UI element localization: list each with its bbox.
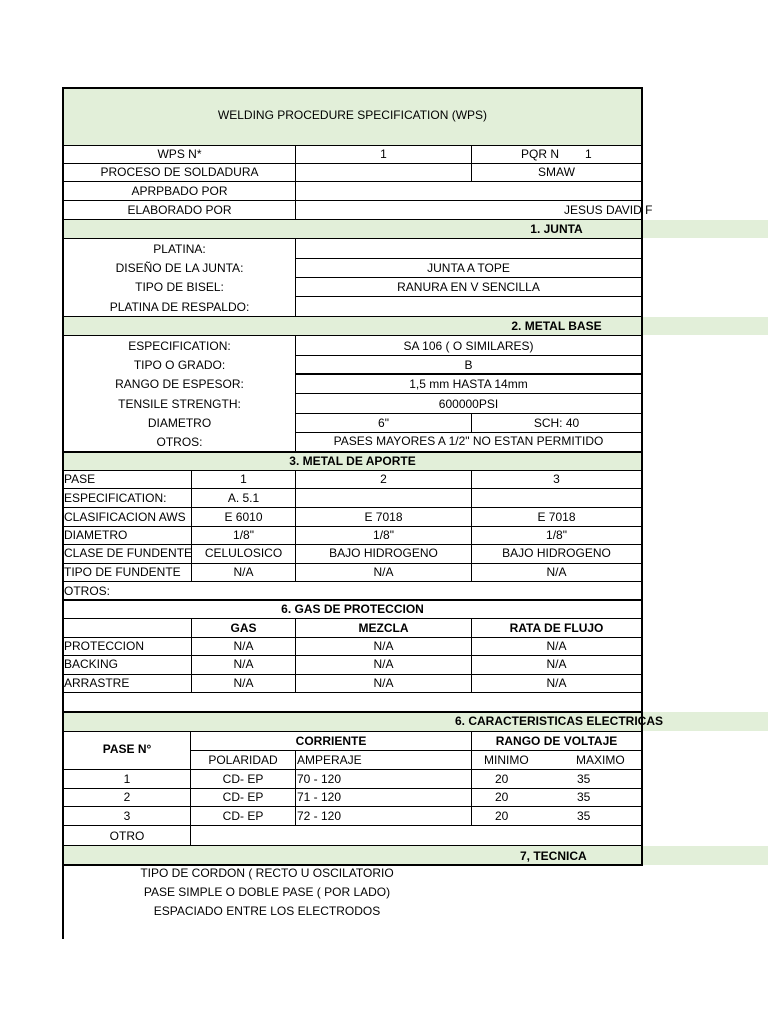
junta-row-label: DISEÑO DE LA JUNTA: — [115, 261, 244, 275]
tecnica-heading: 7, TECNICA — [520, 849, 587, 863]
gas-row-label: BACKING — [64, 657, 119, 671]
gas-cell: N/A — [373, 676, 394, 690]
gas-cell: N/A — [373, 639, 394, 653]
tecnica-band — [64, 846, 768, 865]
amperaje-header: AMPERAJE — [297, 753, 362, 767]
elec-minimo: 20 — [495, 809, 509, 823]
grid-line — [63, 507, 643, 508]
junta-row-value: JUNTA A TOPE — [427, 261, 510, 275]
grid-line — [63, 526, 643, 527]
gas-cell: N/A — [233, 657, 254, 671]
aporte-cell: 3 — [553, 472, 560, 486]
especification-value: SA 106 ( O SIMILARES) — [403, 339, 534, 353]
grid-line — [295, 277, 642, 278]
grid-line — [63, 163, 643, 164]
tipo-grado-value: B — [464, 358, 473, 372]
rango-label: RANGO DE ESPESOR: — [115, 377, 244, 391]
metal-base-heading: 2. METAL BASE — [511, 319, 602, 333]
grid-line — [63, 181, 643, 182]
elec-maximo: 35 — [577, 809, 591, 823]
grid-line — [63, 488, 643, 489]
elec-polaridad: CD- EP — [222, 809, 264, 823]
elaborado-label: ELABORADO POR — [127, 203, 232, 217]
elec-maximo: 35 — [577, 790, 591, 804]
rata-col-header: RATA DE FLUJO — [509, 621, 604, 635]
grid-line — [63, 655, 643, 656]
rango-value: 1,5 mm HASTA 14mm — [409, 377, 528, 391]
otros-label: OTROS: — [156, 435, 203, 449]
junta-row-value: RANURA EN V SENCILLA — [397, 280, 540, 294]
grid-line — [295, 296, 642, 297]
sch-value: SCH: 40 — [533, 416, 580, 430]
elec-amperaje: 71 - 120 — [297, 790, 342, 804]
gas-row-label: ARRASTRE — [64, 676, 130, 690]
voltaje-header: RANGO DE VOLTAJE — [495, 734, 618, 748]
junta-row-label: TIPO DE BISEL: — [135, 280, 224, 294]
aporte-row-label: ESPECIFICATION: — [64, 491, 167, 505]
grid-line — [63, 238, 643, 239]
elaborado-value: JESUS DAVID F — [564, 203, 653, 217]
col-divider — [295, 238, 296, 316]
col-divider — [295, 335, 296, 451]
aprobado-label: APRPBADO POR — [131, 184, 228, 198]
col-divider — [190, 731, 191, 845]
otros-value: PASES MAYORES A 1/2" NO ESTAN PERMITIDO — [333, 434, 604, 448]
proceso-value: SMAW — [538, 165, 575, 179]
polaridad-header: POLARIDAD — [208, 753, 278, 767]
col-divider — [471, 470, 472, 581]
mezcla-col-header: MEZCLA — [358, 621, 409, 635]
elec-minimo: 20 — [495, 772, 509, 786]
elec-amperaje: 72 - 120 — [297, 809, 342, 823]
aporte-cell: N/A — [373, 565, 394, 579]
grid-line — [63, 788, 643, 789]
elec-polaridad: CD- EP — [222, 772, 264, 786]
document-title: WELDING PROCEDURE SPECIFICATION (WPS) — [217, 108, 488, 122]
tecnica-line: TIPO DE CORDON ( RECTO U OSCILATORIO — [140, 866, 394, 880]
grid-line — [63, 618, 643, 619]
pqr-value: 1 — [585, 147, 592, 161]
junta-row-label: PLATINA: — [153, 242, 206, 256]
col-divider — [191, 470, 192, 581]
gas-heading: 6. GAS DE PROTECCION — [281, 602, 424, 616]
junta-band — [64, 220, 768, 238]
aporte-cell: CELULOSICO — [204, 546, 283, 560]
grid-line — [63, 769, 643, 770]
aporte-cell: 2 — [380, 472, 387, 486]
metal-base-band — [64, 317, 768, 335]
grid-line — [63, 581, 643, 582]
gas-cell: N/A — [373, 657, 394, 671]
tecnica-line: ESPACIADO ENTRE LOS ELECTRODOS — [153, 904, 381, 918]
gas-cell: N/A — [546, 676, 567, 690]
tensile-value: 600000PSI — [438, 397, 499, 411]
aporte-cell: 1/8" — [546, 528, 567, 542]
aporte-cell: E 7018 — [537, 510, 576, 524]
gas-col-header: GAS — [230, 621, 257, 635]
otro-label: OTRO — [109, 829, 145, 843]
aporte-cell: E 7018 — [364, 510, 403, 524]
aporte-cell: A. 5.1 — [227, 491, 260, 505]
grid-line — [295, 355, 642, 356]
elec-pase: 3 — [123, 809, 131, 823]
grid-line — [63, 845, 643, 846]
pqr-label: PQR N — [521, 147, 560, 161]
grid-line — [295, 258, 642, 259]
elec-amperaje: 70 - 120 — [297, 772, 342, 786]
grid-line — [63, 692, 643, 693]
gas-cell: N/A — [546, 639, 567, 653]
especification-label: ESPECIFICATION: — [128, 339, 231, 353]
grid-line — [63, 470, 643, 471]
grid-line — [63, 711, 643, 713]
grid-line — [63, 731, 643, 732]
junta-row-label: PLATINA DE RESPALDO: — [109, 300, 250, 314]
proceso-label: PROCESO DE SOLDADURA — [100, 165, 259, 179]
tecnica-line: PASE SIMPLE O DOBLE PASE ( POR LADO) — [143, 885, 391, 899]
diametro-label: DIAMETRO — [147, 416, 212, 430]
grid-line — [63, 674, 643, 675]
gas-cell: N/A — [233, 639, 254, 653]
grid-line — [295, 413, 642, 414]
elec-polaridad: CD- EP — [222, 790, 264, 804]
aporte-cell: 1/8" — [233, 528, 254, 542]
wps-value: 1 — [380, 147, 387, 161]
grid-line — [63, 825, 643, 826]
grid-line — [63, 563, 643, 564]
grid-line — [63, 806, 643, 807]
grid-line — [63, 316, 643, 317]
grid-line — [63, 145, 643, 146]
aporte-row-label: CLASE DE FUNDENTE — [64, 546, 193, 560]
wps-label: WPS N* — [157, 147, 202, 161]
grid-line — [63, 451, 643, 453]
aporte-row-label: DIAMETRO — [64, 528, 128, 542]
tensile-label: TENSILE STRENGTH: — [118, 397, 241, 411]
grid-line — [63, 599, 643, 601]
grid-line — [63, 200, 643, 201]
minimo-header: MINIMO — [484, 753, 529, 767]
pase-header: PASE N° — [102, 742, 152, 756]
aporte-otros-label: OTROS: — [64, 584, 111, 598]
elec-minimo: 20 — [495, 790, 509, 804]
col-divider — [295, 470, 296, 581]
aporte-row-label: CLASIFICACION AWS — [64, 510, 186, 524]
aporte-cell: 1 — [240, 472, 247, 486]
elec-pase: 2 — [123, 790, 131, 804]
grid-line — [63, 544, 643, 545]
aporte-cell: BAJO HIDROGENO — [329, 546, 438, 560]
diametro-value: 6" — [378, 416, 389, 430]
junta-heading: 1. JUNTA — [530, 222, 583, 236]
aporte-cell: E 6010 — [224, 510, 263, 524]
aporte-cell: N/A — [233, 565, 254, 579]
aporte-row-label: TIPO DE FUNDENTE — [64, 565, 181, 579]
col-divider — [295, 750, 296, 825]
elec-maximo: 35 — [577, 772, 591, 786]
gas-row-label: PROTECCION — [64, 639, 145, 653]
border-line — [63, 87, 643, 89]
gas-cell: N/A — [233, 676, 254, 690]
metal-aporte-heading: 3. METAL DE APORTE — [289, 454, 416, 468]
aporte-cell: BAJO HIDROGENO — [502, 546, 611, 560]
grid-line — [190, 750, 642, 751]
aporte-cell: 1/8" — [373, 528, 394, 542]
grid-line — [295, 432, 642, 433]
corriente-header: CORRIENTE — [295, 734, 367, 748]
electricas-heading: 6. CARACTERISTICAS ELECTRICAS — [455, 714, 664, 728]
gas-cell: N/A — [546, 657, 567, 671]
grid-line — [63, 335, 643, 336]
elec-pase: 1 — [123, 772, 131, 786]
tipo-grado-label: TIPO O GRADO: — [133, 358, 226, 372]
grid-line — [63, 219, 643, 220]
maximo-header: MAXIMO — [576, 753, 625, 767]
grid-line — [63, 637, 643, 638]
grid-line — [295, 373, 642, 375]
aporte-cell: N/A — [546, 565, 567, 579]
aporte-row-label: PASE — [64, 472, 96, 486]
grid-line — [295, 393, 642, 394]
